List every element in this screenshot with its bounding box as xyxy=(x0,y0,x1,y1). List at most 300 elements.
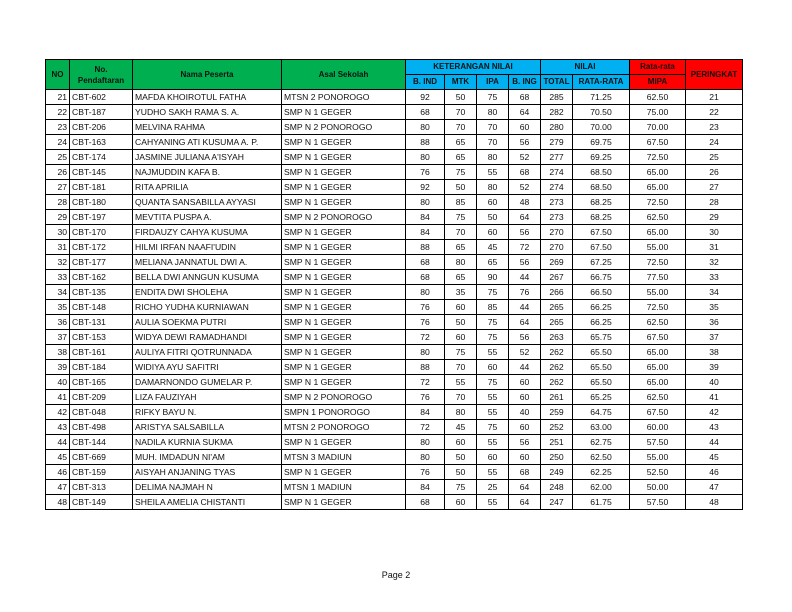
cell-rata: 65.50 xyxy=(573,345,630,360)
cell-bind: 72 xyxy=(406,375,445,390)
cell-mtk: 50 xyxy=(445,450,477,465)
cell-ipa: 55 xyxy=(477,435,509,450)
cell-bing: 60 xyxy=(509,375,541,390)
cell-no: 24 xyxy=(46,135,70,150)
cell-mipa: 62.50 xyxy=(630,390,686,405)
cell-ipa: 60 xyxy=(477,195,509,210)
cell-no: 40 xyxy=(46,375,70,390)
cell-bind: 68 xyxy=(406,105,445,120)
table-row xyxy=(46,435,743,450)
cell-no: 46 xyxy=(46,465,70,480)
cell-rank: 44 xyxy=(686,435,743,450)
cell-reg: CBT-313 xyxy=(70,480,133,495)
header-nama-peserta: Nama Peserta xyxy=(133,60,282,90)
cell-bind: 76 xyxy=(406,315,445,330)
cell-mtk: 50 xyxy=(445,90,477,105)
cell-bind: 80 xyxy=(406,150,445,165)
cell-asal: SMP N 1 GEGER xyxy=(282,495,406,510)
cell-rata: 65.25 xyxy=(573,390,630,405)
cell-ipa: 90 xyxy=(477,270,509,285)
cell-rank: 24 xyxy=(686,135,743,150)
cell-reg: CBT-180 xyxy=(70,195,133,210)
cell-reg: CBT-669 xyxy=(70,450,133,465)
cell-asal: MTSN 2 PONOROGO xyxy=(282,90,406,105)
cell-bing: 56 xyxy=(509,435,541,450)
header-no-pendaftaran-line1: No. xyxy=(94,64,108,74)
cell-bing: 68 xyxy=(509,165,541,180)
table-row xyxy=(46,225,743,240)
cell-mtk: 80 xyxy=(445,255,477,270)
cell-total: 279 xyxy=(541,135,573,150)
cell-asal: SMP N 1 GEGER xyxy=(282,285,406,300)
header-b-ing: B. ING xyxy=(509,75,541,90)
cell-rata: 69.75 xyxy=(573,135,630,150)
cell-mipa: 50.00 xyxy=(630,480,686,495)
cell-no: 41 xyxy=(46,390,70,405)
cell-bing: 44 xyxy=(509,300,541,315)
cell-mtk: 70 xyxy=(445,225,477,240)
cell-ipa: 75 xyxy=(477,90,509,105)
cell-ipa: 75 xyxy=(477,420,509,435)
cell-total: 248 xyxy=(541,480,573,495)
cell-asal: SMP N 2 PONOROGO xyxy=(282,210,406,225)
cell-ipa: 70 xyxy=(477,120,509,135)
cell-nama: FIRDAUZY CAHYA KUSUMA xyxy=(133,225,282,240)
cell-bing: 52 xyxy=(509,150,541,165)
cell-bind: 84 xyxy=(406,225,445,240)
cell-nama: AISYAH ANJANING TYAS xyxy=(133,465,282,480)
cell-rank: 32 xyxy=(686,255,743,270)
cell-bing: 60 xyxy=(509,450,541,465)
cell-rata: 62.25 xyxy=(573,465,630,480)
cell-ipa: 55 xyxy=(477,345,509,360)
cell-reg: CBT-602 xyxy=(70,90,133,105)
cell-bing: 64 xyxy=(509,495,541,510)
cell-rank: 21 xyxy=(686,90,743,105)
cell-nama: DELIMA NAJMAH N xyxy=(133,480,282,495)
cell-mipa: 65.00 xyxy=(630,165,686,180)
cell-nama: SHEILA AMELIA CHISTANTI xyxy=(133,495,282,510)
cell-mipa: 72.50 xyxy=(630,300,686,315)
cell-bind: 84 xyxy=(406,405,445,420)
cell-rata: 62.00 xyxy=(573,480,630,495)
cell-asal: SMP N 1 GEGER xyxy=(282,255,406,270)
cell-rank: 38 xyxy=(686,345,743,360)
header-asal-sekolah: Asal Sekolah xyxy=(282,60,406,90)
cell-bind: 68 xyxy=(406,495,445,510)
cell-ipa: 80 xyxy=(477,150,509,165)
cell-reg: CBT-145 xyxy=(70,165,133,180)
cell-reg: CBT-165 xyxy=(70,375,133,390)
cell-rata: 62.75 xyxy=(573,435,630,450)
cell-rata: 65.75 xyxy=(573,330,630,345)
cell-mtk: 80 xyxy=(445,405,477,420)
table-row xyxy=(46,150,743,165)
cell-reg: CBT-135 xyxy=(70,285,133,300)
cell-mtk: 50 xyxy=(445,180,477,195)
cell-mtk: 75 xyxy=(445,165,477,180)
cell-reg: CBT-148 xyxy=(70,300,133,315)
cell-rank: 29 xyxy=(686,210,743,225)
cell-rata: 68.25 xyxy=(573,210,630,225)
cell-mipa: 67.50 xyxy=(630,135,686,150)
cell-asal: SMP N 1 GEGER xyxy=(282,195,406,210)
cell-mtk: 70 xyxy=(445,360,477,375)
cell-mtk: 75 xyxy=(445,480,477,495)
cell-total: 265 xyxy=(541,315,573,330)
cell-bing: 64 xyxy=(509,210,541,225)
cell-total: 280 xyxy=(541,120,573,135)
cell-no: 36 xyxy=(46,315,70,330)
cell-reg: CBT-163 xyxy=(70,135,133,150)
cell-reg: CBT-209 xyxy=(70,390,133,405)
cell-rata: 61.75 xyxy=(573,495,630,510)
cell-mtk: 60 xyxy=(445,495,477,510)
cell-reg: CBT-149 xyxy=(70,495,133,510)
cell-asal: SMP N 2 PONOROGO xyxy=(282,120,406,135)
cell-mipa: 55.00 xyxy=(630,240,686,255)
cell-mipa: 65.00 xyxy=(630,345,686,360)
cell-no: 44 xyxy=(46,435,70,450)
cell-total: 265 xyxy=(541,300,573,315)
cell-total: 285 xyxy=(541,90,573,105)
cell-ipa: 75 xyxy=(477,285,509,300)
cell-rata: 67.25 xyxy=(573,255,630,270)
cell-reg: CBT-161 xyxy=(70,345,133,360)
cell-bing: 52 xyxy=(509,345,541,360)
cell-mtk: 50 xyxy=(445,315,477,330)
cell-no: 45 xyxy=(46,450,70,465)
cell-bind: 80 xyxy=(406,120,445,135)
cell-mtk: 65 xyxy=(445,240,477,255)
cell-rata: 62.50 xyxy=(573,450,630,465)
cell-asal: SMPN 1 PONOROGO xyxy=(282,405,406,420)
cell-bind: 88 xyxy=(406,240,445,255)
cell-bing: 68 xyxy=(509,465,541,480)
cell-asal: SMP N 1 GEGER xyxy=(282,435,406,450)
cell-rank: 28 xyxy=(686,195,743,210)
cell-mtk: 55 xyxy=(445,375,477,390)
cell-ipa: 80 xyxy=(477,105,509,120)
cell-asal: SMP N 1 GEGER xyxy=(282,165,406,180)
cell-no: 27 xyxy=(46,180,70,195)
header-peringkat: PERINGKAT xyxy=(686,60,743,90)
cell-ipa: 55 xyxy=(477,390,509,405)
cell-bind: 76 xyxy=(406,465,445,480)
cell-mipa: 77.50 xyxy=(630,270,686,285)
cell-rank: 26 xyxy=(686,165,743,180)
page-number: Page 2 xyxy=(381,570,411,580)
cell-total: 262 xyxy=(541,375,573,390)
cell-bing: 52 xyxy=(509,180,541,195)
cell-total: 247 xyxy=(541,495,573,510)
cell-mipa: 62.50 xyxy=(630,315,686,330)
cell-asal: SMP N 1 GEGER xyxy=(282,150,406,165)
cell-bind: 92 xyxy=(406,180,445,195)
cell-mipa: 62.50 xyxy=(630,90,686,105)
cell-bind: 92 xyxy=(406,90,445,105)
header-total: TOTAL xyxy=(541,75,573,90)
cell-mipa: 67.50 xyxy=(630,330,686,345)
cell-mtk: 70 xyxy=(445,120,477,135)
cell-nama: MELVINA RAHMA xyxy=(133,120,282,135)
cell-asal: SMP N 1 GEGER xyxy=(282,240,406,255)
cell-bing: 44 xyxy=(509,360,541,375)
cell-bind: 76 xyxy=(406,165,445,180)
cell-bing: 64 xyxy=(509,315,541,330)
cell-mipa: 72.50 xyxy=(630,150,686,165)
cell-bind: 80 xyxy=(406,435,445,450)
cell-rank: 36 xyxy=(686,315,743,330)
cell-total: 266 xyxy=(541,285,573,300)
cell-total: 250 xyxy=(541,450,573,465)
cell-asal: SMP N 1 GEGER xyxy=(282,270,406,285)
cell-total: 273 xyxy=(541,210,573,225)
cell-rata: 68.50 xyxy=(573,165,630,180)
cell-rank: 30 xyxy=(686,225,743,240)
cell-bind: 76 xyxy=(406,390,445,405)
cell-total: 274 xyxy=(541,180,573,195)
cell-mtk: 70 xyxy=(445,105,477,120)
table-row xyxy=(46,405,743,420)
cell-bing: 60 xyxy=(509,420,541,435)
cell-ipa: 50 xyxy=(477,210,509,225)
cell-mipa: 72.50 xyxy=(630,195,686,210)
cell-rata: 63.00 xyxy=(573,420,630,435)
cell-no: 43 xyxy=(46,420,70,435)
table-row xyxy=(46,390,743,405)
cell-mipa: 57.50 xyxy=(630,435,686,450)
cell-nama: HILMI IRFAN NAAFI'UDIN xyxy=(133,240,282,255)
cell-rank: 43 xyxy=(686,420,743,435)
cell-rata: 67.50 xyxy=(573,240,630,255)
table-row xyxy=(46,420,743,435)
cell-bing: 56 xyxy=(509,135,541,150)
cell-rata: 64.75 xyxy=(573,405,630,420)
cell-rata: 68.25 xyxy=(573,195,630,210)
header-rata-rata-nilai: RATA-RATA xyxy=(573,75,630,90)
table-row xyxy=(46,480,743,495)
table-row xyxy=(46,300,743,315)
cell-reg: CBT-197 xyxy=(70,210,133,225)
cell-rank: 23 xyxy=(686,120,743,135)
cell-total: 259 xyxy=(541,405,573,420)
header-nilai: NILAI xyxy=(541,60,630,75)
cell-ipa: 75 xyxy=(477,375,509,390)
cell-nama: AULIYA FITRI QOTRUNNADA xyxy=(133,345,282,360)
cell-bing: 64 xyxy=(509,105,541,120)
cell-no: 28 xyxy=(46,195,70,210)
cell-no: 47 xyxy=(46,480,70,495)
cell-no: 23 xyxy=(46,120,70,135)
cell-mipa: 60.00 xyxy=(630,420,686,435)
cell-asal: MTSN 1 MADIUN xyxy=(282,480,406,495)
cell-rata: 69.25 xyxy=(573,150,630,165)
cell-no: 42 xyxy=(46,405,70,420)
cell-mtk: 75 xyxy=(445,345,477,360)
cell-ipa: 55 xyxy=(477,495,509,510)
cell-asal: SMP N 1 GEGER xyxy=(282,315,406,330)
cell-ipa: 65 xyxy=(477,255,509,270)
cell-no: 35 xyxy=(46,300,70,315)
cell-rank: 25 xyxy=(686,150,743,165)
cell-no: 26 xyxy=(46,165,70,180)
cell-bing: 64 xyxy=(509,480,541,495)
cell-rata: 71.25 xyxy=(573,90,630,105)
table-row xyxy=(46,120,743,135)
cell-reg: CBT-172 xyxy=(70,240,133,255)
cell-total: 261 xyxy=(541,390,573,405)
cell-bind: 68 xyxy=(406,270,445,285)
cell-bind: 80 xyxy=(406,285,445,300)
table-row xyxy=(46,90,743,105)
cell-nama: JASMINE JULIANA A'ISYAH xyxy=(133,150,282,165)
cell-no: 25 xyxy=(46,150,70,165)
cell-rank: 45 xyxy=(686,450,743,465)
cell-rank: 48 xyxy=(686,495,743,510)
cell-reg: CBT-206 xyxy=(70,120,133,135)
cell-nama: AULIA SOEKMA PUTRI xyxy=(133,315,282,330)
cell-mipa: 67.50 xyxy=(630,405,686,420)
cell-mtk: 85 xyxy=(445,195,477,210)
cell-bind: 72 xyxy=(406,420,445,435)
cell-mipa: 72.50 xyxy=(630,255,686,270)
cell-mtk: 75 xyxy=(445,210,477,225)
cell-nama: RITA APRILIA xyxy=(133,180,282,195)
cell-nama: MAFDA KHOIROTUL FATHA xyxy=(133,90,282,105)
cell-nama: ENDITA DWI SHOLEHA xyxy=(133,285,282,300)
cell-nama: NAJMUDDIN KAFA B. xyxy=(133,165,282,180)
cell-ipa: 45 xyxy=(477,240,509,255)
cell-ipa: 60 xyxy=(477,225,509,240)
cell-total: 274 xyxy=(541,165,573,180)
cell-rata: 65.50 xyxy=(573,375,630,390)
table-row xyxy=(46,135,743,150)
table-row xyxy=(46,465,743,480)
cell-mtk: 65 xyxy=(445,270,477,285)
header-rata-rata: Rata-rata xyxy=(630,60,686,75)
table-row xyxy=(46,285,743,300)
cell-rata: 70.00 xyxy=(573,120,630,135)
cell-asal: SMP N 1 GEGER xyxy=(282,465,406,480)
cell-rank: 31 xyxy=(686,240,743,255)
cell-bing: 72 xyxy=(509,240,541,255)
cell-no: 31 xyxy=(46,240,70,255)
cell-nama: ARISTYA SALSABILLA xyxy=(133,420,282,435)
cell-rank: 39 xyxy=(686,360,743,375)
cell-asal: MTSN 2 PONOROGO xyxy=(282,420,406,435)
cell-mipa: 65.00 xyxy=(630,180,686,195)
cell-no: 30 xyxy=(46,225,70,240)
cell-asal: SMP N 1 GEGER xyxy=(282,330,406,345)
cell-bind: 80 xyxy=(406,450,445,465)
cell-mtk: 65 xyxy=(445,150,477,165)
cell-asal: SMP N 1 GEGER xyxy=(282,225,406,240)
cell-bing: 48 xyxy=(509,195,541,210)
cell-no: 34 xyxy=(46,285,70,300)
table-row xyxy=(46,195,743,210)
cell-asal: SMP N 2 PONOROGO xyxy=(282,390,406,405)
cell-rata: 66.25 xyxy=(573,300,630,315)
cell-asal: MTSN 3 MADIUN xyxy=(282,450,406,465)
cell-rank: 42 xyxy=(686,405,743,420)
cell-mipa: 75.00 xyxy=(630,105,686,120)
cell-reg: CBT-048 xyxy=(70,405,133,420)
cell-mipa: 65.00 xyxy=(630,375,686,390)
header-keterangan-nilai: KETERANGAN NILAI xyxy=(406,60,541,75)
table-row xyxy=(46,270,743,285)
cell-ipa: 75 xyxy=(477,330,509,345)
cell-bind: 76 xyxy=(406,300,445,315)
cell-rata: 66.50 xyxy=(573,285,630,300)
cell-nama: CAHYANING ATI KUSUMA A. P. xyxy=(133,135,282,150)
cell-total: 270 xyxy=(541,225,573,240)
cell-asal: SMP N 1 GEGER xyxy=(282,345,406,360)
cell-total: 262 xyxy=(541,345,573,360)
cell-ipa: 55 xyxy=(477,465,509,480)
cell-no: 33 xyxy=(46,270,70,285)
cell-nama: MELIANA JANNATUL DWI A. xyxy=(133,255,282,270)
cell-reg: CBT-174 xyxy=(70,150,133,165)
cell-mtk: 65 xyxy=(445,135,477,150)
header-mtk: MTK xyxy=(445,75,477,90)
cell-total: 273 xyxy=(541,195,573,210)
cell-rank: 35 xyxy=(686,300,743,315)
cell-rank: 27 xyxy=(686,180,743,195)
header-no-pendaftaran xyxy=(70,60,133,90)
cell-bind: 88 xyxy=(406,360,445,375)
cell-nama: YUDHO SAKH RAMA S. A. xyxy=(133,105,282,120)
cell-mtk: 60 xyxy=(445,300,477,315)
cell-rata: 70.50 xyxy=(573,105,630,120)
cell-mtk: 45 xyxy=(445,420,477,435)
cell-reg: CBT-131 xyxy=(70,315,133,330)
cell-rank: 22 xyxy=(686,105,743,120)
cell-mipa: 62.50 xyxy=(630,210,686,225)
header-ipa: IPA xyxy=(477,75,509,90)
cell-mipa: 70.00 xyxy=(630,120,686,135)
cell-reg: CBT-187 xyxy=(70,105,133,120)
cell-mipa: 65.00 xyxy=(630,225,686,240)
cell-reg: CBT-184 xyxy=(70,360,133,375)
cell-asal: SMP N 1 GEGER xyxy=(282,135,406,150)
cell-bing: 44 xyxy=(509,270,541,285)
cell-no: 48 xyxy=(46,495,70,510)
cell-asal: SMP N 1 GEGER xyxy=(282,300,406,315)
cell-mipa: 55.00 xyxy=(630,285,686,300)
cell-rank: 34 xyxy=(686,285,743,300)
cell-ipa: 70 xyxy=(477,135,509,150)
cell-total: 277 xyxy=(541,150,573,165)
cell-rata: 67.50 xyxy=(573,225,630,240)
cell-reg: CBT-177 xyxy=(70,255,133,270)
cell-nama: RIFKY BAYU N. xyxy=(133,405,282,420)
table-row xyxy=(46,240,743,255)
cell-total: 270 xyxy=(541,240,573,255)
cell-ipa: 60 xyxy=(477,450,509,465)
cell-ipa: 25 xyxy=(477,480,509,495)
cell-asal: SMP N 1 GEGER xyxy=(282,180,406,195)
cell-mtk: 35 xyxy=(445,285,477,300)
cell-reg: CBT-181 xyxy=(70,180,133,195)
cell-total: 263 xyxy=(541,330,573,345)
cell-bing: 60 xyxy=(509,390,541,405)
cell-nama: WIDYA DEWI RAMADHANDI xyxy=(133,330,282,345)
cell-ipa: 55 xyxy=(477,405,509,420)
table-row xyxy=(46,375,743,390)
cell-total: 282 xyxy=(541,105,573,120)
cell-reg: CBT-162 xyxy=(70,270,133,285)
